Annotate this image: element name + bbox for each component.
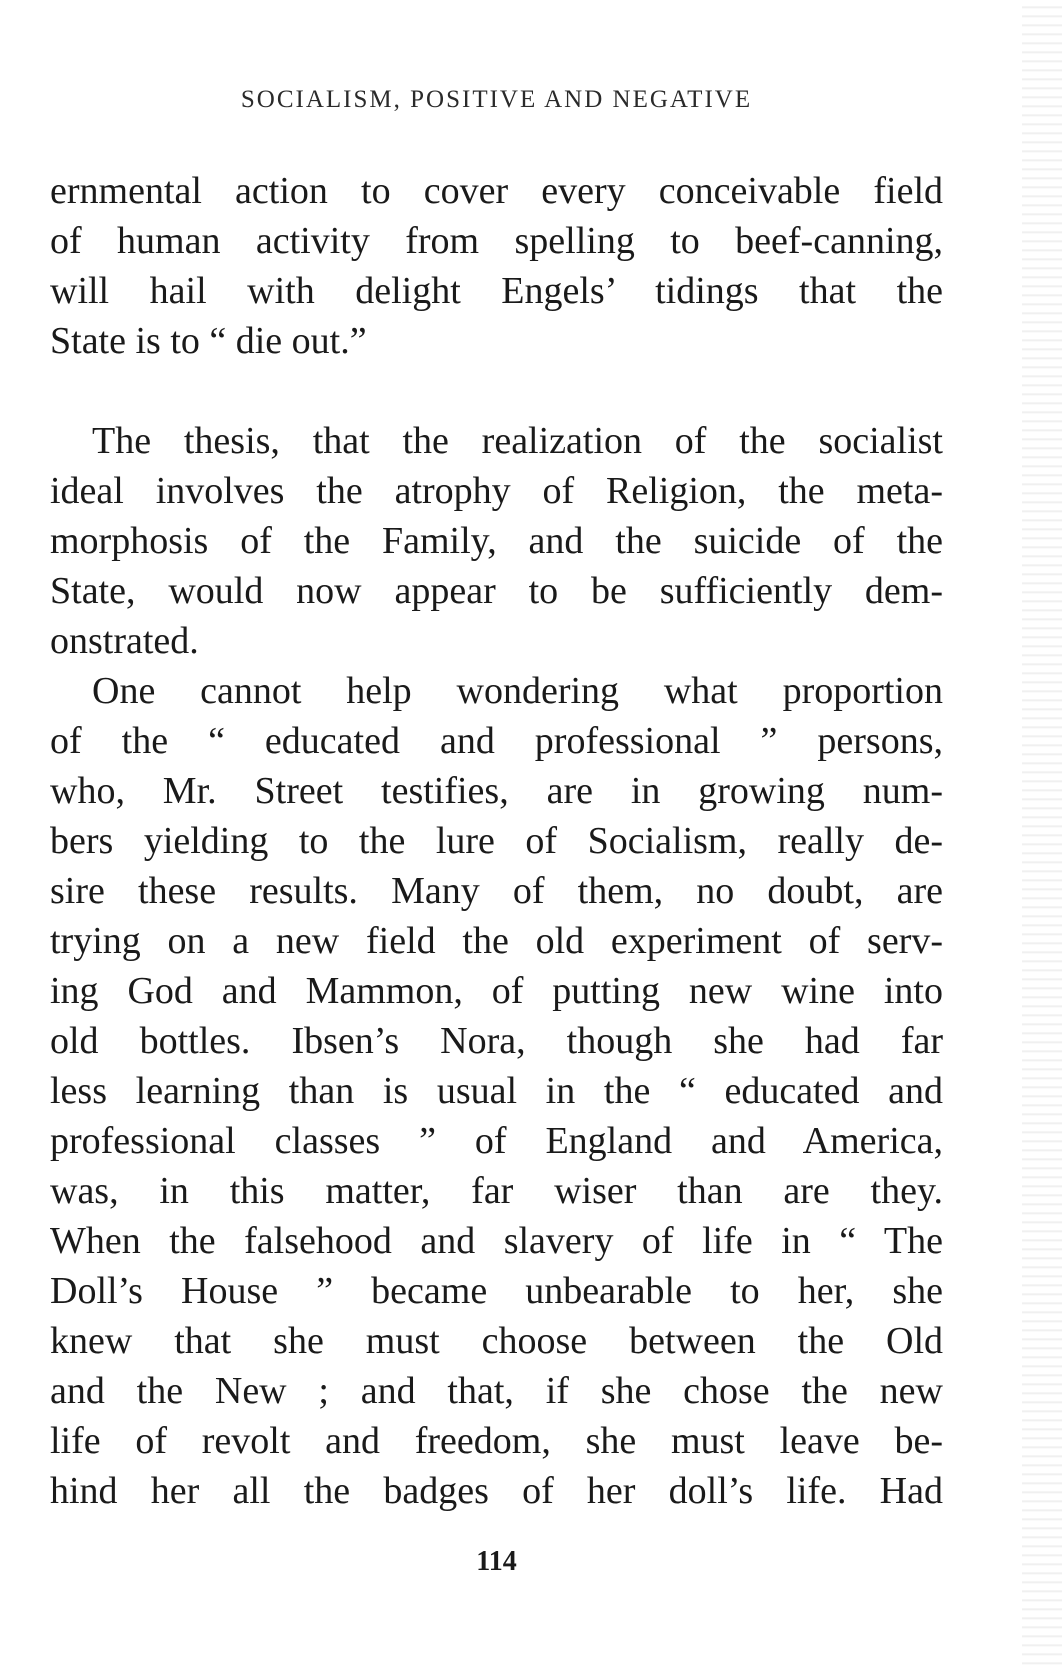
text-line: ernmental action to cover every conceivable field xyxy=(50,170,943,212)
text-line: professional classes ” of England and America, xyxy=(50,1120,943,1162)
scan-edge xyxy=(1022,0,1062,1668)
text-line: bers yielding to the lure of Socialism, really de- xyxy=(50,820,943,862)
text-line: old bottles. Ibsen’s Nora, though she had far xyxy=(50,1020,943,1062)
text-line: State, would now appear to be sufficiently dem- xyxy=(50,570,943,612)
text-line: less learning than is usual in the “ educated and xyxy=(50,1070,943,1112)
text-line: was, in this matter, far wiser than are they. xyxy=(50,1170,943,1212)
paragraph-2 xyxy=(50,416,943,666)
text-line: morphosis of the Family, and the suicide of the xyxy=(50,520,943,562)
text-line: of human activity from spelling to beef-canning, xyxy=(50,220,943,262)
text-line: One cannot help wondering what proportion xyxy=(92,670,943,712)
text-line: ing God and Mammon, of putting new wine into xyxy=(50,970,943,1012)
text-line: When the falsehood and slavery of life in “ The xyxy=(50,1220,943,1262)
text-line: of the “ educated and professional ” persons, xyxy=(50,720,943,762)
text-line: ideal involves the atrophy of Religion, the meta- xyxy=(50,470,943,512)
text-line: hind her all the badges of her doll’s life. Had xyxy=(50,1470,943,1512)
paragraph-1 xyxy=(50,166,943,366)
running-title: SOCIALISM, POSITIVE AND NEGATIVE xyxy=(240,86,753,113)
text-line: Doll’s House ” became unbearable to her, she xyxy=(50,1270,943,1312)
text-line: knew that she must choose between the Old xyxy=(50,1320,943,1362)
text-line: State is to “ die out.” xyxy=(50,320,367,362)
text-line: The thesis, that the realization of the socialist xyxy=(92,420,943,462)
text-line: onstrated. xyxy=(50,620,199,662)
text-line: sire these results. Many of them, no doubt, are xyxy=(50,870,943,912)
text-line: trying on a new field the old experiment of serv- xyxy=(50,920,943,962)
text-line: life of revolt and freedom, she must leave be- xyxy=(50,1420,943,1462)
text-line: and the New ; and that, if she chose the new xyxy=(50,1370,943,1412)
text-line: will hail with delight Engels’ tidings that the xyxy=(50,270,943,312)
text-line: who, Mr. Street testifies, are in growing num- xyxy=(50,770,943,812)
body-text xyxy=(50,166,943,1516)
paragraph-3 xyxy=(50,666,943,1516)
page-number: 114 xyxy=(476,1546,517,1577)
